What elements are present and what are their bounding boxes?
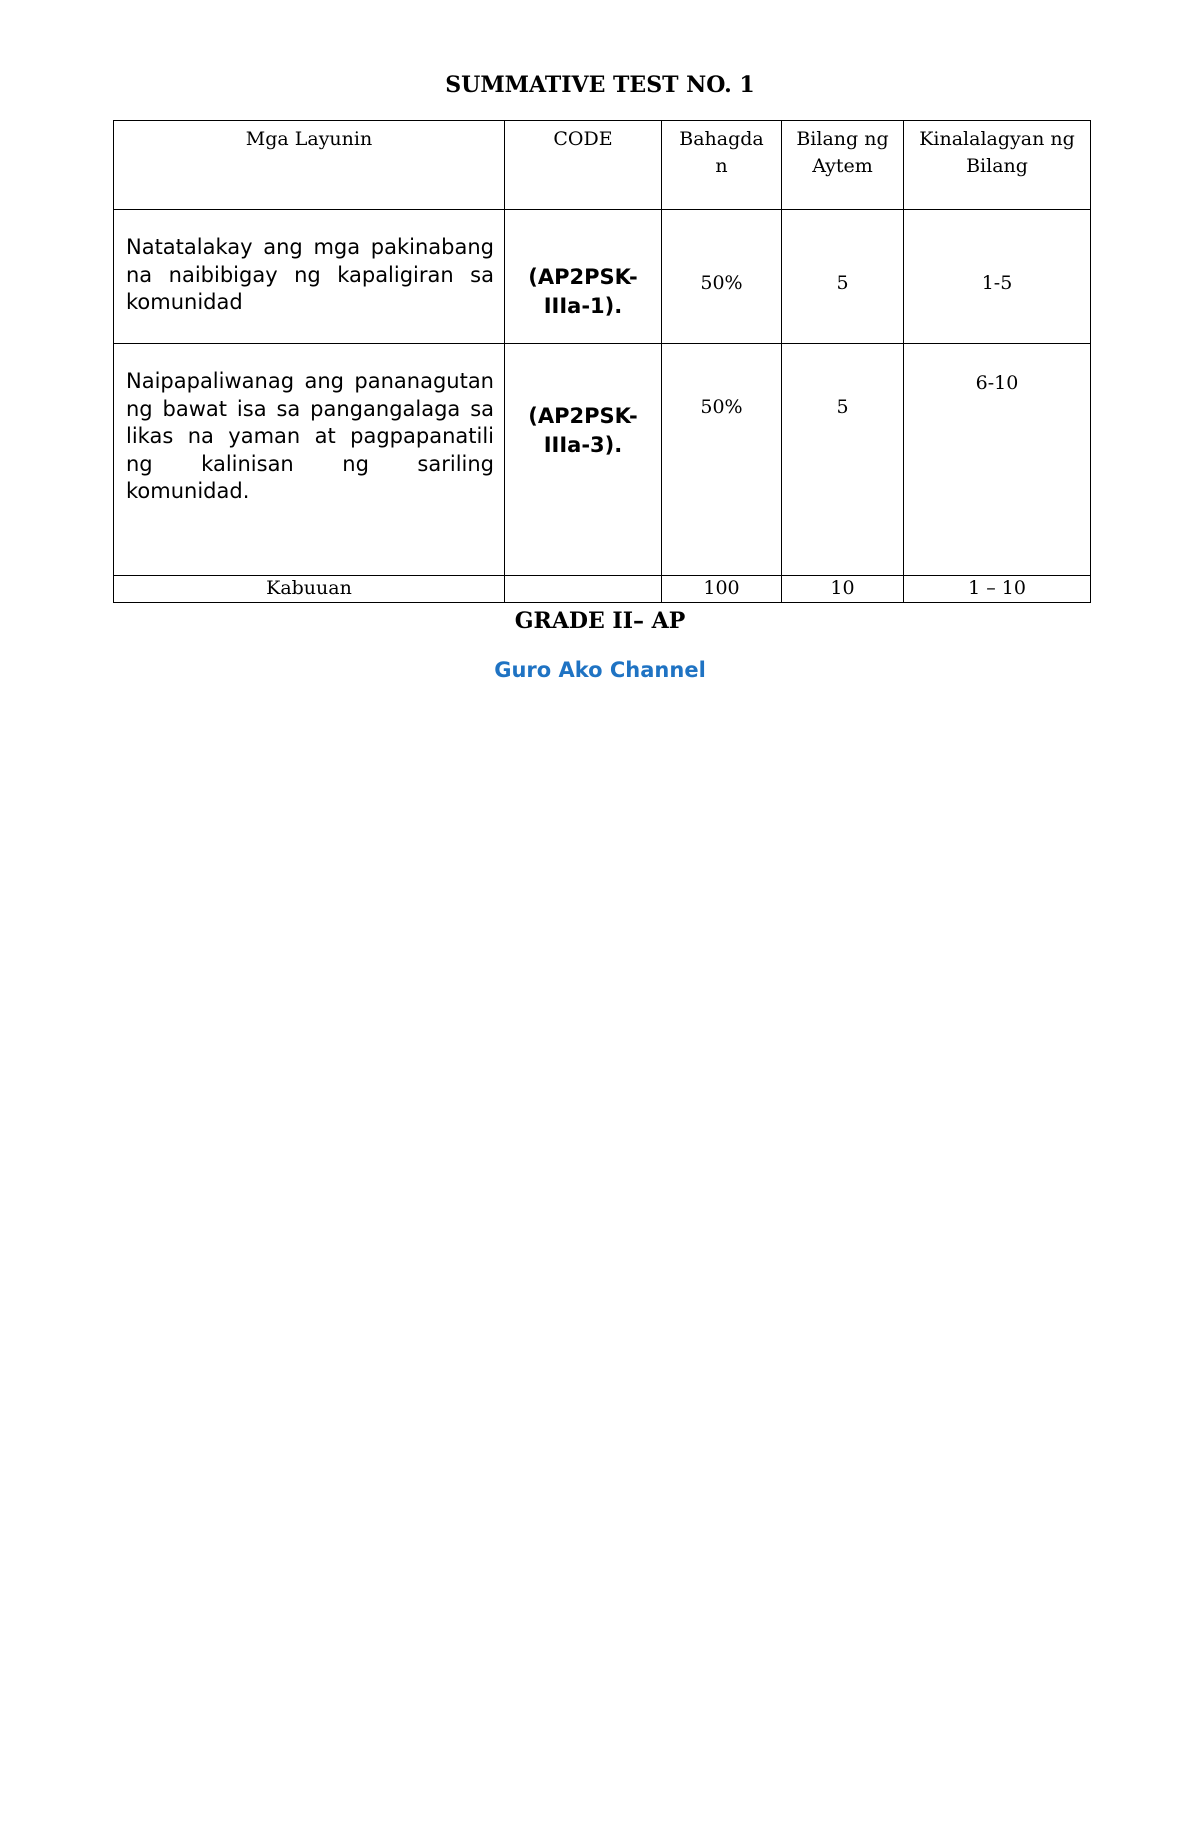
code-line2: IIIa-3).	[543, 433, 623, 457]
position-cell: 6-10	[904, 344, 1091, 576]
header-kinalalagyan-line2: Bilang	[966, 155, 1028, 177]
code-cell	[505, 344, 662, 576]
position-cell: 1-5	[904, 210, 1091, 344]
items-cell: 5	[782, 210, 904, 344]
header-bilang-ng-aytem	[782, 121, 904, 210]
objective-cell: Natatalakay ang mga pakinabang na naibibigay ng kapaligiran sa komunidad	[114, 210, 505, 344]
total-label: Kabuuan	[114, 576, 505, 603]
header-kinalalagyan-line1: Kinalalagyan ng	[919, 128, 1075, 150]
specification-table	[113, 120, 1091, 603]
code-line1: (AP2PSK-	[528, 404, 638, 428]
objective-cell: Naipapaliwanag ang pananagutan ng bawat isa sa pangangalaga sa likas na yaman at pagpapanatili ng kalinisan ng sariling komunidad.	[114, 344, 505, 576]
total-percent: 100	[662, 576, 782, 603]
table-row	[114, 210, 1091, 344]
code-cell	[505, 210, 662, 344]
header-kinalalagyan-ng-bilang	[904, 121, 1091, 210]
table-total-row	[114, 576, 1091, 603]
percent-cell: 50%	[662, 210, 782, 344]
code-line2: IIIa-1).	[543, 294, 623, 318]
header-code: CODE	[505, 121, 662, 210]
total-items: 10	[782, 576, 904, 603]
header-bahagdan-line2: n	[715, 155, 728, 177]
code-line1: (AP2PSK-	[528, 265, 638, 289]
items-cell: 5	[782, 344, 904, 576]
table-header-row	[114, 121, 1091, 210]
channel-label: Guro Ako Channel	[494, 658, 706, 682]
total-position: 1 – 10	[904, 576, 1091, 603]
header-bahagdan	[662, 121, 782, 210]
header-bahagdan-line1: Bahagda	[679, 128, 764, 150]
grade-label: GRADE II– AP	[514, 608, 686, 634]
table-row	[114, 344, 1091, 576]
header-mga-layunin: Mga Layunin	[114, 121, 505, 210]
document-title: SUMMATIVE TEST NO. 1	[445, 72, 755, 98]
percent-cell: 50%	[662, 344, 782, 576]
header-bilang-line1: Bilang ng	[796, 128, 889, 150]
total-code	[505, 576, 662, 603]
header-bilang-line2: Aytem	[812, 155, 873, 177]
